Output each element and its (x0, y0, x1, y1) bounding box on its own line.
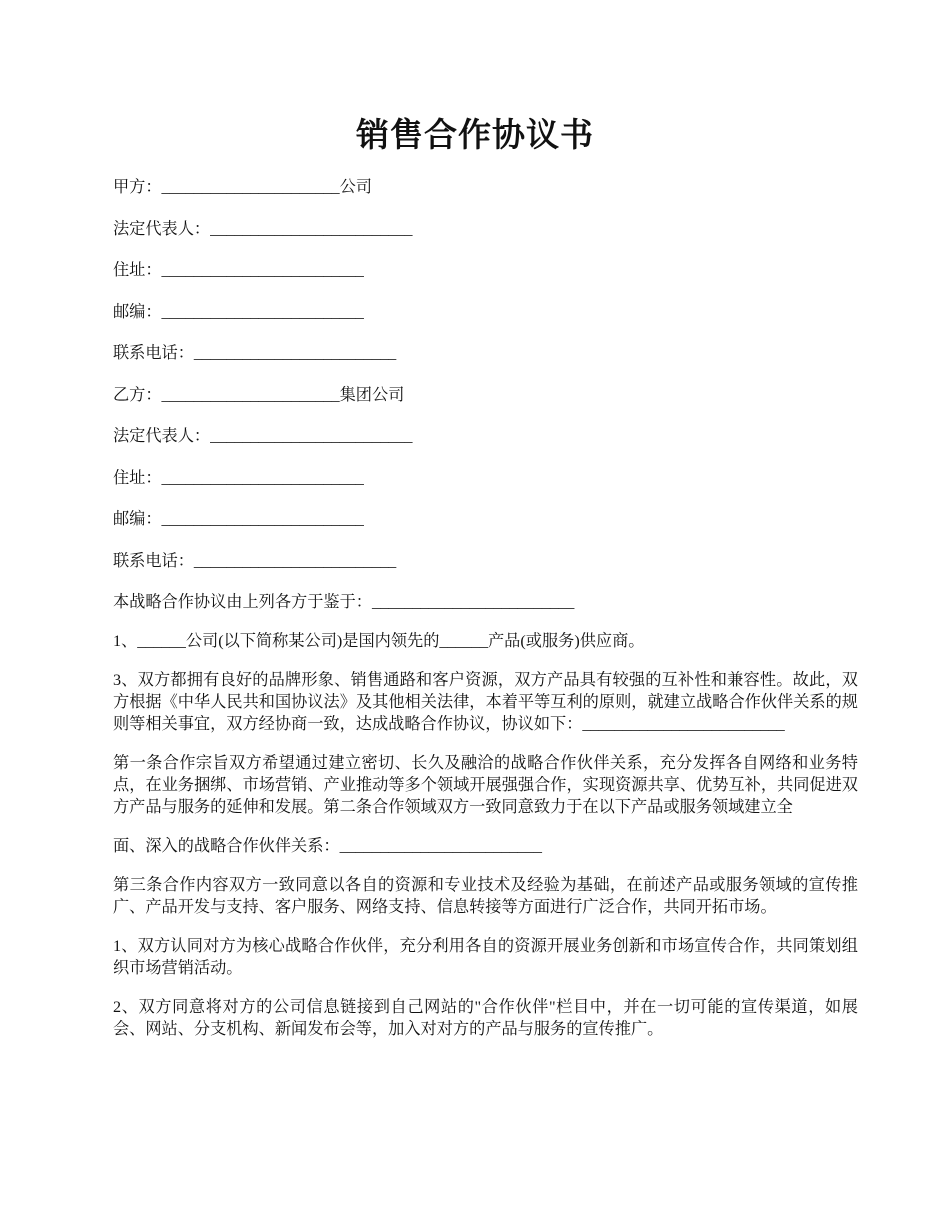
recital-3: 3、双方都拥有良好的品牌形象、销售通路和客户资源，双方产品具有较强的互补性和兼容性。故此，双方根据《中华人民共和国协议法》及其他相关法律，本着平等互利的原则，就建立战略合作伙伴关系的规则等相关事宜，双方经协商一致，达成战略合作协议，协议如下：_________________________ (113, 671, 858, 733)
party-a-name-line: 甲方：______________________公司 (113, 178, 372, 196)
article-3-paragraph: 第三条合作内容双方一致同意以各自的资源和专业技术及经验为基础，在前述产品或服务领域的宣传推广、产品开发与支持、客户服务、网络支持、信息转接等方面进行广泛合作，共同开拓市场。 (113, 876, 858, 916)
clause-2-paragraph: 2、双方同意将对方的公司信息链接到自己网站的"合作伙伴"栏目中，并在一切可能的宣传渠道，如展会、网站、分支机构、新闻发布会等，加入对对方的产品与服务的宣传推广。 (113, 998, 858, 1038)
party-b-phone-line: 联系电话：_________________________ (113, 551, 397, 570)
cooperation-field-line: 面、深入的战略合作伙伴关系：_________________________ (113, 837, 542, 855)
page-title: 销售合作协议书 (356, 118, 594, 154)
party-a-postcode-line: 邮编：_________________________ (113, 302, 364, 321)
recital-1: 1、______公司(以下简称某公司)是国内领先的______产品(或服务)供应商。 (113, 632, 645, 650)
document-body (113, 176, 858, 1040)
party-b-postcode-line: 邮编：_________________________ (113, 510, 364, 528)
agreement-preamble: 本战略合作协议由上列各方于鉴于：_________________________ (113, 593, 575, 611)
party-b-address-line: 住址：_________________________ (113, 468, 364, 487)
party-a-address-line: 住址：_________________________ (113, 261, 364, 279)
party-a-phone-line: 联系电话：_________________________ (113, 344, 397, 362)
article-1-2-paragraph: 第一条合作宗旨双方希望通过建立密切、长久及融洽的战略合作伙伴关系，充分发挥各自网络和业务特点，在业务捆绑、市场营销、产业推动等多个领域开展强强合作，实现资源共享、优势互补，共同促进双方产品与服务的延伸和发展。第二条合作领域双方一致同意致力于在以下产品或服务领域建立全 (113, 754, 858, 816)
party-b-name-line: 乙方：______________________集团公司 (113, 385, 405, 404)
party-a-representative-line: 法定代表人：_________________________ (113, 219, 413, 238)
party-b-representative-line: 法定代表人：_________________________ (113, 427, 413, 445)
clause-1-paragraph: 1、双方认同对方为核心战略合作伙伴，充分利用各自的资源开展业务创新和市场宣传合作，共同策划组织市场营销活动。 (113, 937, 858, 977)
